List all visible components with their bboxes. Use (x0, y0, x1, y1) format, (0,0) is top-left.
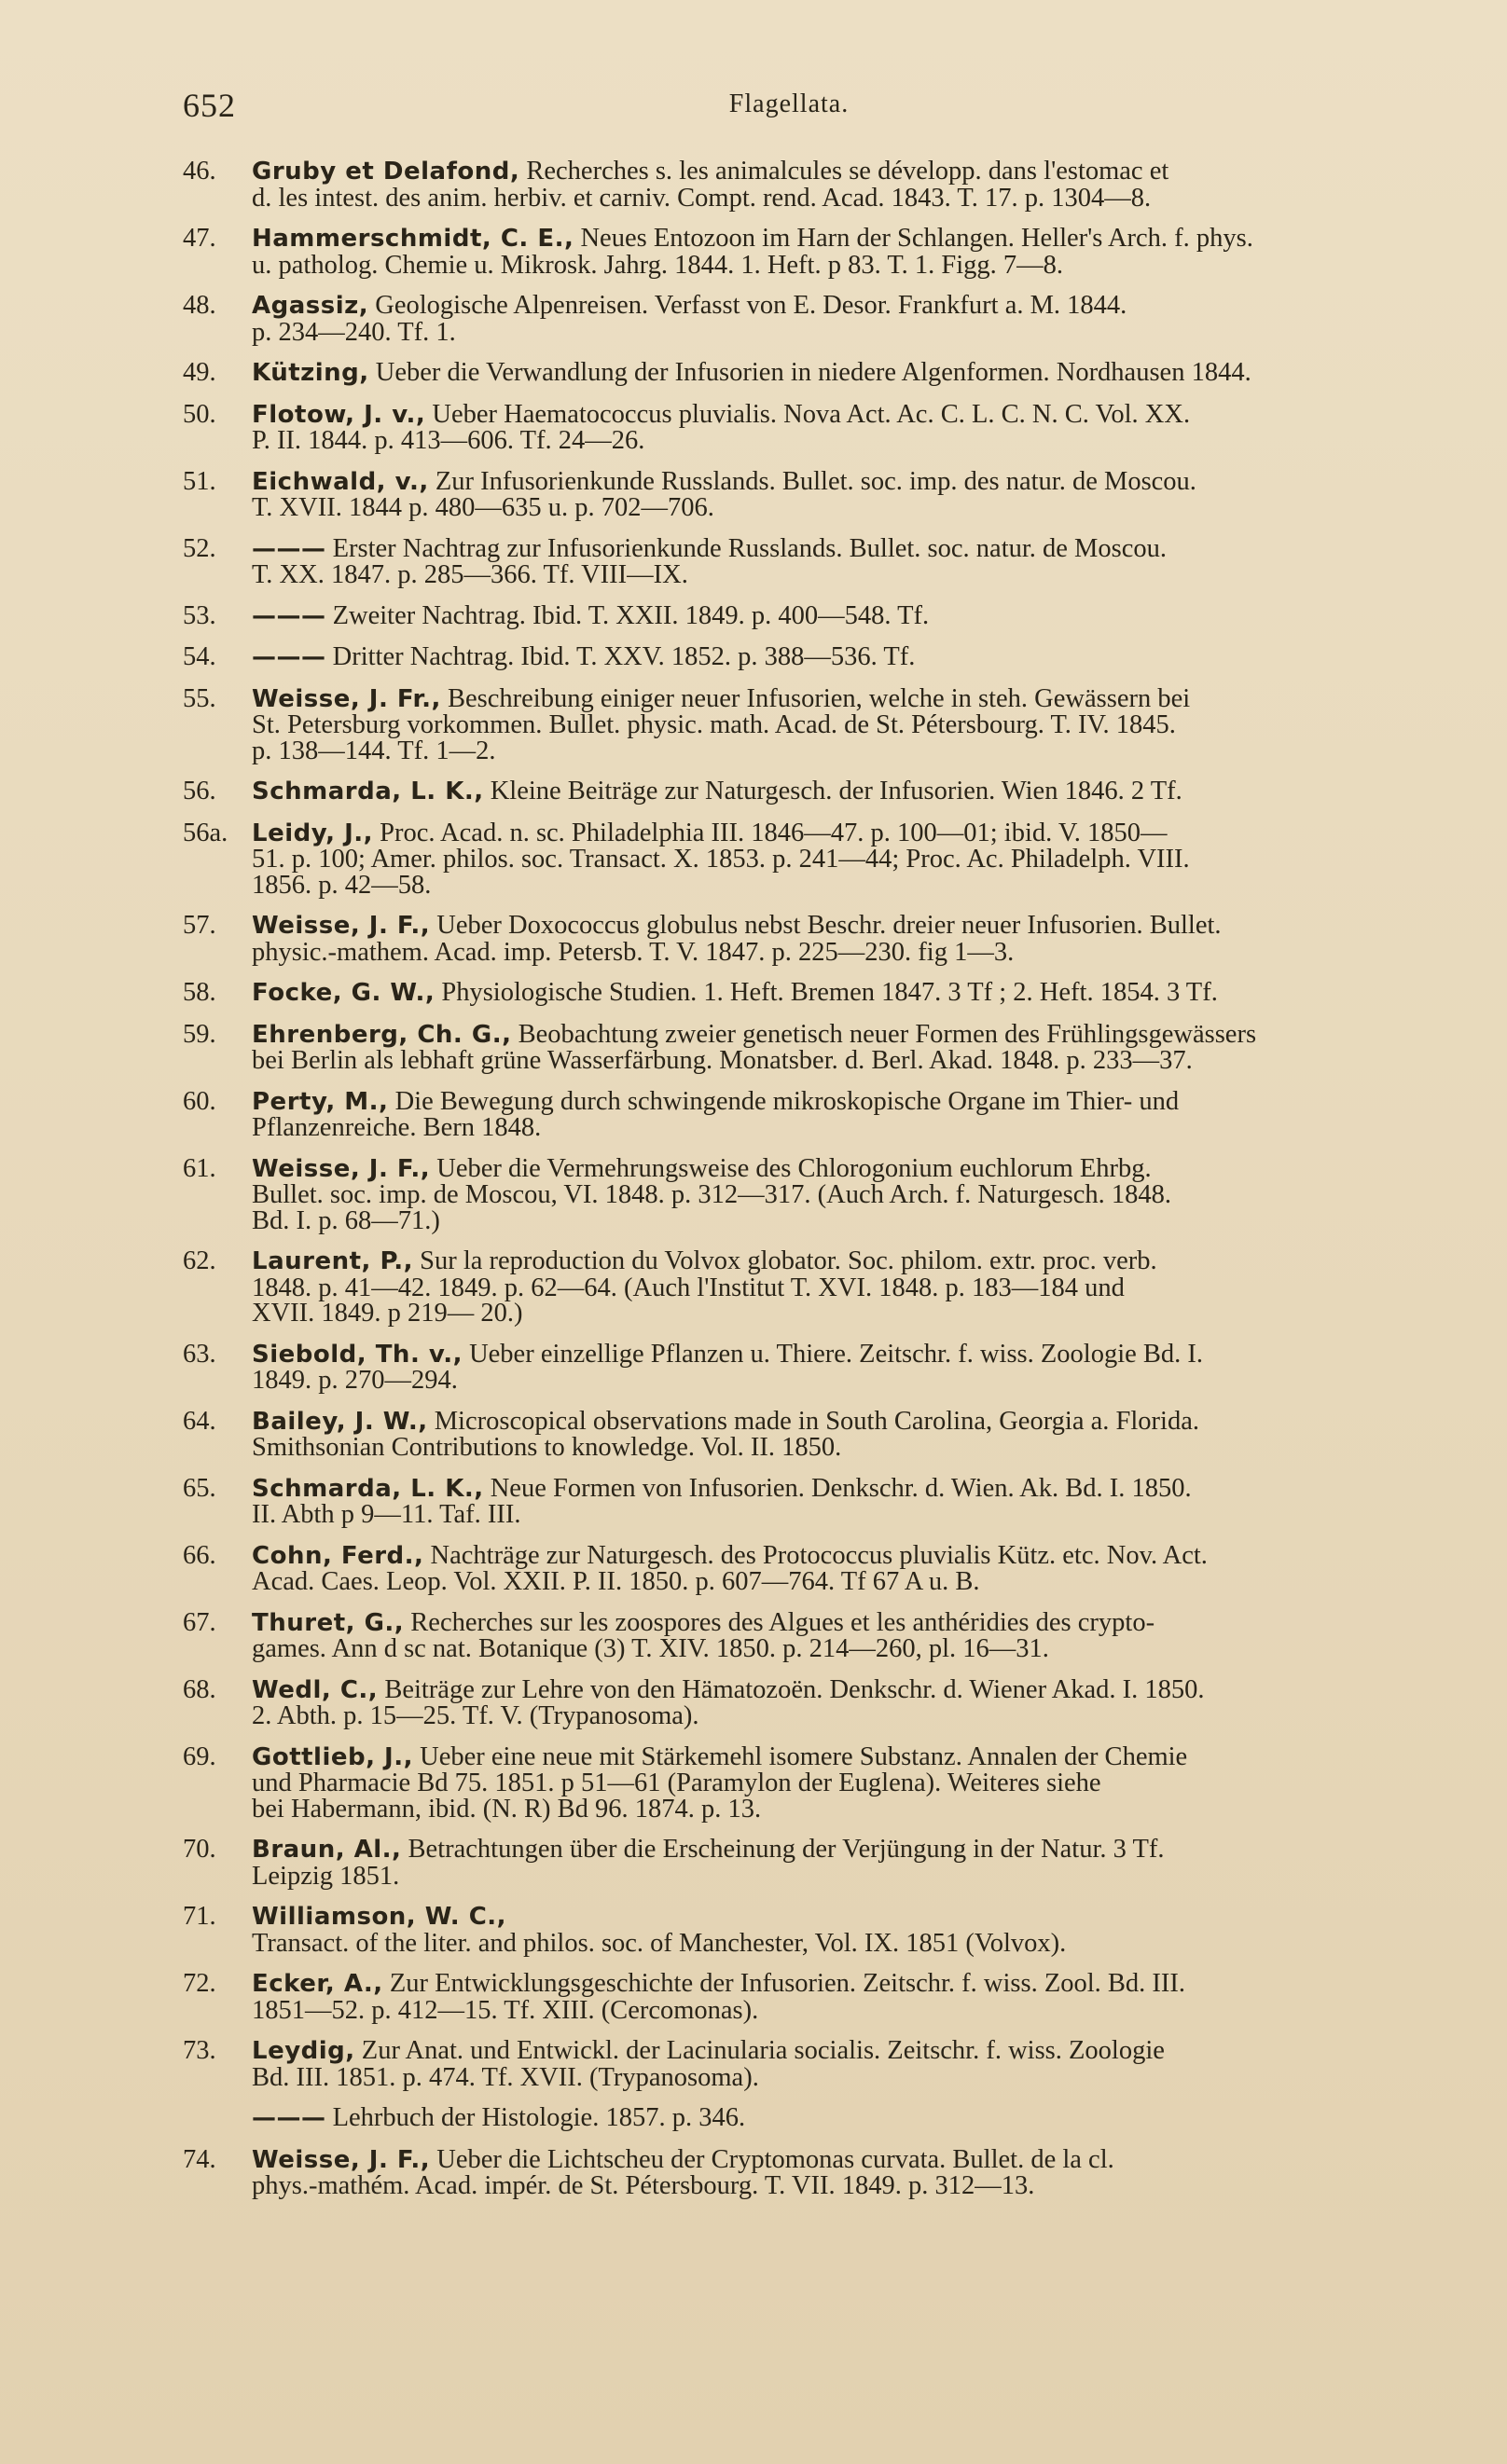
entry-text: Lehrbuch der Histologie. 1857. p. 346. (332, 2103, 746, 2132)
entry-text: p. 138—144. Tf. 1—2. (252, 736, 496, 765)
entry-text: Smithsonian Contributions to knowledge. Vol. II. 1850. (252, 1433, 842, 1462)
entry-line (252, 1115, 1432, 1141)
bibliography-entry (183, 644, 1432, 671)
bibliography-entry (183, 1406, 1432, 1462)
entry-text: P. II. 1844. p. 413—606. Tf. 24—26. (252, 426, 645, 455)
entry-line (252, 360, 1432, 387)
entry-text: Kleine Beiträge zur Naturgesch. der Infusorien. Wien 1846. 2 Tf. (490, 777, 1182, 805)
entry-line (252, 428, 1432, 454)
entry-text: Recherches sur les zoospores des Algues et les anthéridies des crypto- (410, 1607, 1155, 1637)
bibliography-entry (183, 1248, 1432, 1327)
entry-text: und Pharmacie Bd 75. 1851. p 51—61 (Paramylon der Euglena). Weiteres siehe (252, 1769, 1101, 1797)
entry-line (252, 158, 1432, 186)
bibliography-entry (183, 1473, 1432, 1529)
entry-number: 63. (183, 1339, 216, 1369)
bibliography-entry (183, 360, 1432, 387)
entry-text: Geologische Alpenreisen. Verfasst von E. Desor. Frankfurt a. M. 1844. (375, 291, 1127, 320)
bibliography-entry (183, 293, 1432, 345)
entry-number: 67. (183, 1607, 216, 1637)
entry-line (252, 2038, 1432, 2065)
entry-number: 54. (183, 642, 216, 671)
entry-author: Williamson, W. C., (252, 1903, 507, 1931)
entry-author: Siebold, Th. v., (252, 1340, 463, 1369)
entry-author: Flotow, J. v., (252, 400, 426, 429)
entry-text: phys.-mathém. Acad. impér. de St. Pétersbourg. T. VII. 1849. p. 312—13. (252, 2171, 1035, 2200)
entry-author: Wedl, C., (252, 1675, 379, 1704)
entry-line (252, 1019, 1432, 1049)
bibliography-entry (183, 1153, 1432, 1235)
bibliography-entry (183, 1086, 1432, 1142)
entry-number: 68. (183, 1674, 216, 1704)
entry-line (252, 1770, 1432, 1796)
entry-line (252, 1368, 1432, 1394)
entry-line (252, 1636, 1432, 1662)
entry-author: Gottlieb, J., (252, 1742, 413, 1771)
entry-number: 65. (183, 1473, 216, 1503)
bibliography-entry (183, 683, 1432, 765)
entry-number: 64. (183, 1406, 216, 1436)
entry-number: 74. (183, 2144, 216, 2174)
bibliography-entry (183, 2144, 1432, 2200)
entry-text: 51. p. 100; Amer. philos. soc. Transact. X. 1853. p. 241—44; Proc. Ac. Philadelph. VIII. (252, 845, 1190, 874)
entry-number: 49. (183, 358, 216, 387)
entry-text: Proc. Acad. n. sc. Philadelphia III. 1846—47. p. 100—01; ibid. V. 1850— (380, 818, 1168, 847)
entry-author: Weisse, J. F., (252, 1154, 431, 1183)
entry-number: 59. (183, 1019, 216, 1049)
entry-line (252, 1861, 1432, 1891)
entry-line (252, 1703, 1432, 1729)
entry-line (252, 226, 1432, 253)
bibliography-entry (183, 533, 1432, 589)
entry-text: Nachträge zur Naturgesch. des Protococcus pluvialis Kütz. etc. Nov. Act. (430, 1540, 1208, 1570)
entry-text: Die Bewegung durch schwingende mikroskopische Organe im Thier- und (394, 1086, 1180, 1116)
bibliography-entry (183, 2105, 1432, 2132)
entry-text: T. XX. 1847. p. 285—366. Tf. VIII—IX. (252, 560, 688, 589)
entry-line (252, 1406, 1432, 1436)
entry-number: 56a. (183, 818, 228, 847)
page-number: 652 (183, 87, 236, 124)
entry-text: II. Abth p 9—11. Taf. III. (252, 1500, 521, 1529)
entry-text: Neues Entozoon im Harn der Schlangen. Heller's Arch. f. phys. (580, 224, 1253, 253)
entry-number: 62. (183, 1246, 216, 1275)
entry-text: Sur la reproduction du Volvox globator. Soc. philom. extr. proc. verb. (420, 1246, 1157, 1275)
entry-line (252, 495, 1432, 521)
entry-number: 71. (183, 1902, 216, 1931)
entry-line (252, 1153, 1432, 1183)
entry-author: Ecker, A., (252, 1970, 383, 1998)
entry-text: 2. Abth. p. 15—25. Tf. V. (Trypanosoma). (252, 1701, 699, 1730)
entry-line (252, 533, 1432, 563)
bibliography-entry (183, 466, 1432, 522)
bibliography-list (183, 158, 1432, 2214)
bibliography-entry (183, 1971, 1432, 2023)
bibliography-entry (183, 158, 1432, 211)
entry-text: 1849. p. 270—294. (252, 1366, 458, 1395)
entry-text: XVII. 1849. p 219— 20.) (252, 1299, 523, 1328)
entry-line (252, 293, 1432, 320)
entry-number: 53. (183, 600, 216, 630)
entry-line (252, 712, 1432, 738)
entry-line (252, 1435, 1432, 1461)
entry-text: Ueber die Lichtscheu der Cryptomonas curvata. Bullet. de la cl. (436, 2144, 1114, 2174)
entry-author: Gruby et Delafond, (252, 158, 520, 186)
entry-author: Weisse, J. F., (252, 2145, 431, 2174)
entry-number: 47. (183, 224, 216, 253)
entry-text: Zur Entwicklungsgeschichte der Infusorien. Zeitschr. f. wiss. Zool. Bd. III. (389, 1969, 1186, 1998)
entry-number: 48. (183, 291, 216, 320)
entry-line (252, 1569, 1432, 1595)
entry-number: 56. (183, 777, 216, 805)
entry-text: Erster Nachtrag zur Infusorienkunde Russlands. Bullet. soc. natur. de Moscou. (332, 533, 1168, 563)
entry-text: Zweiter Nachtrag. Ibid. T. XXII. 1849. p. 400—548. Tf. (332, 600, 930, 630)
entry-line (252, 1182, 1432, 1208)
entry-line (252, 1741, 1432, 1771)
entry-line (252, 1928, 1432, 1958)
entry-author: Focke, G. W., (252, 979, 436, 1007)
entry-line (252, 183, 1432, 213)
entry-line (252, 2062, 1432, 2092)
entry-number: 58. (183, 978, 216, 1007)
bibliography-entry (183, 1741, 1432, 1824)
entry-line (252, 778, 1432, 805)
entry-text: Ueber einzellige Pflanzen u. Thiere. Zeitschr. f. wiss. Zoologie Bd. I. (469, 1339, 1204, 1369)
entry-text: Acad. Caes. Leop. Vol. XXII. P. II. 1850. p. 607—764. Tf 67 A u. B. (252, 1567, 980, 1596)
entry-line (252, 1674, 1432, 1704)
entry-author: Weisse, J. Fr., (252, 684, 441, 713)
entry-number: 50. (183, 399, 216, 429)
entry-number: 57. (183, 911, 216, 940)
entry-text: bei Berlin als lebhaft grüne Wasserfärbung. Monatsber. d. Berl. Akad. 1848. p. 233—37. (252, 1046, 1193, 1075)
entry-line (252, 847, 1432, 873)
entry-text: Beschreibung einiger neuer Infusorien, welche in steh. Gewässern bei (448, 683, 1191, 713)
bibliography-entry (183, 1607, 1432, 1663)
entry-line (252, 1086, 1432, 1116)
entry-author: Hammerschmidt, C. E., (252, 225, 574, 253)
entry-number: 69. (183, 1741, 216, 1771)
bibliography-entry (183, 778, 1432, 805)
entry-author: Ehrenberg, Ch. G., (252, 1020, 512, 1049)
entry-text: Zur Anat. und Entwickl. der Lacinularia socialis. Zeitschr. f. wiss. Zoologie (361, 2036, 1165, 2065)
entry-line (252, 1473, 1432, 1503)
entry-text: Neue Formen von Infusorien. Denkschr. d. Wien. Ak. Bd. I. 1850. (490, 1473, 1192, 1503)
bibliography-entry (183, 2038, 1432, 2090)
bibliography-entry (183, 1837, 1432, 1889)
entry-number: 51. (183, 466, 216, 496)
entry-text: Recherches s. les animalcules se développ. dans l'estomac et (526, 157, 1169, 186)
entry-author: Weisse, J. F., (252, 912, 431, 940)
entry-text: d. les intest. des anim. herbiv. et carniv. Compt. rend. Acad. 1843. T. 17. p. 1304—8. (252, 183, 1152, 213)
entry-line (252, 562, 1432, 588)
entry-number: 72. (183, 1969, 216, 1998)
entry-text: bei Habermann, ibid. (N. R) Bd 96. 1874. p. 13. (252, 1794, 762, 1824)
entry-line (252, 1301, 1432, 1327)
entry-text: 1851—52. p. 412—15. Tf. XIII. (Cercomonas). (252, 1995, 759, 2025)
entry-line (252, 1248, 1432, 1275)
entry-line (252, 1275, 1432, 1301)
entry-author: Bailey, J. W., (252, 1407, 428, 1436)
entry-number: 66. (183, 1540, 216, 1570)
entry-number: 52. (183, 533, 216, 563)
entry-line (252, 2105, 1432, 2132)
entry-number: 61. (183, 1153, 216, 1183)
entry-number: 70. (183, 1835, 216, 1864)
entry-text: Betrachtungen über die Erscheinung der Verjüngung in der Natur. 3 Tf. (408, 1835, 1165, 1864)
bibliography-entry (183, 820, 1432, 899)
entry-line (252, 980, 1432, 1007)
entry-author: ——— (252, 2104, 326, 2132)
entry-author: Perty, M., (252, 1087, 389, 1116)
entry-text: games. Ann d sc nat. Botanique (3) T. XIV. 1850. p. 214—260, pl. 16—31. (252, 1634, 1049, 1663)
entry-text: Transact. of the liter. and philos. soc. of Manchester, Vol. IX. 1851 (Volvox). (252, 1928, 1067, 1958)
entry-text: Ueber die Verwandlung der Infusorien in niedere Algenformen. Nordhausen 1844. (375, 358, 1251, 387)
entry-text: p. 234—240. Tf. 1. (252, 317, 456, 347)
entry-text: Physiologische Studien. 1. Heft. Bremen 1847. 3 Tf ; 2. Heft. 1854. 3 Tf. (441, 978, 1218, 1007)
entry-text: Pflanzenreiche. Bern 1848. (252, 1113, 542, 1142)
entry-author: ——— (252, 601, 326, 630)
entry-text: Ueber Doxococcus globulus nebst Beschr. dreier neuer Infusorien. Bullet. (436, 911, 1222, 940)
entry-text: Microscopical observations made in South Carolina, Georgia a. Florida. (434, 1406, 1199, 1436)
entry-text: Ueber Haematococcus pluvialis. Nova Act. Ac. C. L. C. N. C. Vol. XX. (432, 399, 1191, 429)
entry-author: ——— (252, 534, 326, 563)
entry-line (252, 913, 1432, 940)
entry-author: Thuret, G., (252, 1608, 405, 1637)
entry-line (252, 738, 1432, 764)
entry-number: 73. (183, 2036, 216, 2065)
entry-text: Bd. III. 1851. p. 474. Tf. XVII. (Trypanosoma). (252, 2062, 759, 2092)
entry-line (252, 250, 1432, 280)
entry-author: ——— (252, 643, 326, 671)
entry-line (252, 466, 1432, 496)
bibliography-entry (183, 913, 1432, 965)
entry-author: Schmarda, L. K., (252, 1474, 484, 1503)
entry-text: Bd. I. p. 68—71.) (252, 1205, 440, 1235)
entry-text: Beobachtung zweier genetisch neuer Formen des Frühlingsgewässers (518, 1019, 1257, 1049)
running-title: Flagellata. (728, 89, 850, 118)
entry-line (252, 1837, 1432, 1864)
bibliography-entry (183, 1540, 1432, 1596)
entry-line (252, 1607, 1432, 1637)
entry-text: Beiträge zur Lehre von den Hämatozoën. Denkschr. d. Wiener Akad. I. 1850. (384, 1674, 1205, 1704)
entry-line (252, 644, 1432, 671)
entry-line (252, 600, 1432, 630)
bibliography-entry (183, 1674, 1432, 1730)
entry-author: Braun, Al., (252, 1836, 402, 1864)
entry-line (252, 399, 1432, 429)
bibliography-entry (183, 600, 1432, 630)
entry-text: Ueber eine neue mit Stärkemehl isomere Substanz. Annalen der Chemie (420, 1741, 1188, 1771)
entry-author: Kützing, (252, 359, 369, 387)
bibliography-entry (183, 226, 1432, 278)
entry-text: Dritter Nachtrag. Ibid. T. XXV. 1852. p. 388—536. Tf. (332, 642, 916, 671)
entry-text: T. XVII. 1844 p. 480—635 u. p. 702—706. (252, 493, 714, 522)
entry-text: u. patholog. Chemie u. Mikrosk. Jahrg. 1844. 1. Heft. p 83. T. 1. Figg. 7—8. (252, 250, 1064, 280)
entry-author: Eichwald, v., (252, 467, 429, 496)
entry-line (252, 1796, 1432, 1823)
entry-line (252, 1048, 1432, 1074)
entry-line (252, 683, 1432, 713)
entry-line (252, 1971, 1432, 1998)
entry-line (252, 1904, 1432, 1931)
entry-author: Schmarda, L. K., (252, 778, 484, 805)
entry-line (252, 1540, 1432, 1570)
entry-line (252, 1205, 1432, 1235)
entry-text: Bullet. soc. imp. de Moscou, VI. 1848. p. 312—317. (Auch Arch. f. Naturgesch. 1848. (252, 1180, 1172, 1209)
entry-line (252, 870, 1432, 900)
entry-number: 55. (183, 683, 216, 713)
bibliography-entry (183, 1904, 1432, 1956)
entry-text: Leipzig 1851. (252, 1861, 400, 1891)
entry-line (252, 2144, 1432, 2174)
entry-text: Ueber die Vermehrungsweise des Chlorogonium euchlorum Ehrbg. (436, 1153, 1152, 1183)
entry-line (252, 317, 1432, 347)
entry-text: St. Petersburg vorkommen. Bullet. physic. math. Acad. de St. Pétersbourg. T. IV. 1845. (252, 710, 1176, 739)
page-header (183, 86, 1395, 132)
bibliography-entry (183, 399, 1432, 455)
entry-author: Agassiz, (252, 292, 369, 320)
bibliography-entry (183, 980, 1432, 1007)
entry-line (252, 937, 1432, 967)
entry-text: 1848. p. 41—42. 1849. p. 62—64. (Auch l'Institut T. XVI. 1848. p. 183—184 und (252, 1273, 1125, 1302)
entry-line (252, 1502, 1432, 1528)
entry-text: Zur Infusorienkunde Russlands. Bullet. soc. imp. des natur. de Moscou. (435, 466, 1196, 496)
entry-text: physic.-mathem. Acad. imp. Petersb. T. V. 1847. p. 225—230. fig 1—3. (252, 937, 1015, 967)
entry-line (252, 1995, 1432, 2025)
entry-number: 60. (183, 1086, 216, 1116)
entry-author: Laurent, P., (252, 1247, 413, 1275)
entry-text: 1856. p. 42—58. (252, 870, 432, 900)
bibliography-entry (183, 1339, 1432, 1395)
entry-line (252, 820, 1432, 847)
entry-author: Cohn, Ferd., (252, 1541, 424, 1570)
entry-author: Leidy, J., (252, 819, 374, 847)
entry-author: Leydig, (252, 2037, 355, 2065)
bibliography-entry (183, 1019, 1432, 1075)
entry-number: 46. (183, 157, 216, 186)
entry-line (252, 1339, 1432, 1369)
entry-line (252, 2173, 1432, 2199)
